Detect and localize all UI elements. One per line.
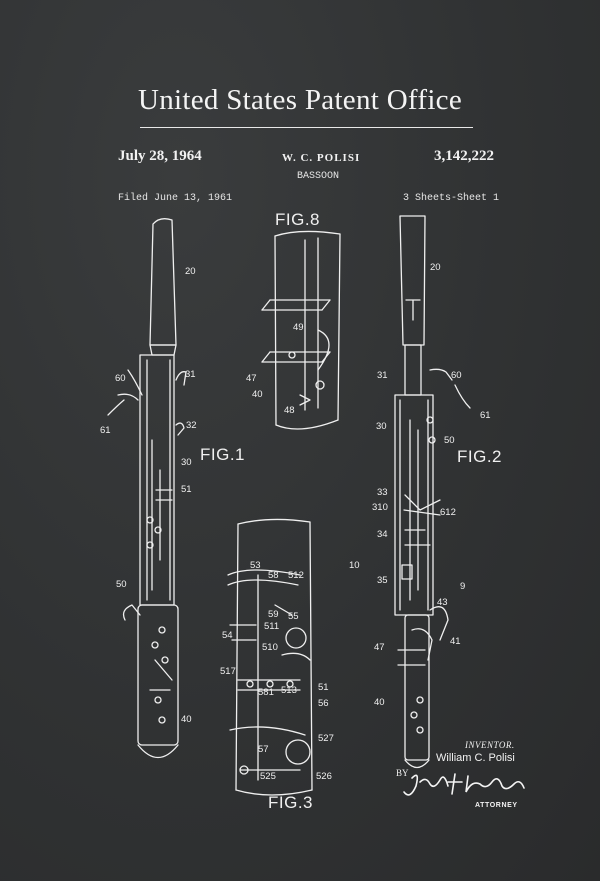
ref-label: 35 (377, 575, 388, 586)
fig3-detail-drawing (228, 519, 312, 795)
ref-label: 527 (318, 733, 334, 744)
ref-label: 54 (222, 630, 233, 641)
ref-label: 517 (220, 666, 236, 677)
sheet-count: 3 Sheets-Sheet 1 (403, 193, 500, 204)
ref-label: 56 (318, 698, 329, 709)
patent-subject: BASSOON (297, 171, 340, 182)
attorney-signature (404, 774, 524, 795)
ref-label: 40 (181, 714, 192, 725)
ref-label: 55 (288, 611, 299, 622)
ref-label: 40 (252, 389, 263, 400)
ref-label: 40 (374, 697, 385, 708)
ref-label: 581 (258, 687, 274, 698)
ref-label: 31 (377, 370, 388, 381)
ref-label: 61 (480, 410, 491, 421)
fig1-labels (100, 266, 197, 725)
ref-label: 60 (115, 373, 126, 384)
ref-label: 57 (258, 744, 269, 755)
fig3-caption: FIG.3 (268, 793, 314, 812)
ref-label: 20 (430, 262, 441, 273)
patent-number: 3,142,222 (434, 148, 494, 164)
filed-date: Filed June 13, 1961 (118, 193, 233, 204)
ref-label: 31 (185, 369, 196, 380)
ref-label: 612 (440, 507, 456, 518)
ref-label: 49 (293, 322, 304, 333)
ref-label: 47 (246, 373, 257, 384)
ref-label: 510 (262, 642, 278, 653)
fig1-bassoon-drawing (108, 219, 186, 758)
ref-label: 43 (437, 597, 448, 608)
ref-label: 50 (116, 579, 127, 590)
ref-label: 30 (181, 457, 192, 468)
fig2-bassoon-drawing (395, 216, 470, 768)
ref-label: 9 (460, 581, 466, 592)
patent-date: July 28, 1964 (118, 148, 202, 164)
attorney-caption: ATTORNEY (475, 802, 518, 809)
ref-label: 513 (281, 685, 297, 696)
inventor-short-name: W. C. POLISI (282, 152, 361, 164)
ref-label: 10 (349, 560, 360, 571)
ref-label: 48 (284, 405, 295, 416)
by-label: BY (396, 768, 409, 778)
ref-label: 32 (186, 420, 197, 431)
ref-label: 51 (318, 682, 329, 693)
ref-label: 525 (260, 771, 276, 782)
ref-label: 51 (181, 484, 192, 495)
fig2-labels (349, 262, 491, 708)
ref-label: 33 (377, 487, 388, 498)
ref-label: 310 (372, 502, 388, 513)
ref-label: 50 (444, 435, 455, 446)
fig2-caption: FIG.2 (457, 447, 503, 466)
fig8-labels (246, 322, 304, 416)
ref-label: 59 (268, 609, 279, 620)
patent-office-title: United States Patent Office (137, 84, 463, 116)
ref-label: 34 (377, 529, 388, 540)
ref-label: 53 (250, 560, 261, 571)
inventor-name: William C. Polisi (436, 752, 515, 764)
fig1-caption: FIG.1 (200, 445, 246, 464)
ref-label: 60 (451, 370, 462, 381)
ref-label: 47 (374, 642, 385, 653)
ref-label: 61 (100, 425, 111, 436)
ref-label: 512 (288, 570, 304, 581)
ref-label: 20 (185, 266, 196, 277)
ref-label: 511 (264, 621, 280, 632)
ref-label: 526 (316, 771, 332, 782)
ref-label: 58 (268, 570, 279, 581)
ref-label: 30 (376, 421, 387, 432)
ref-label: 41 (450, 636, 461, 647)
fig8-caption: FIG.8 (275, 210, 321, 229)
inventor-caption: INVENTOR. (465, 740, 515, 750)
